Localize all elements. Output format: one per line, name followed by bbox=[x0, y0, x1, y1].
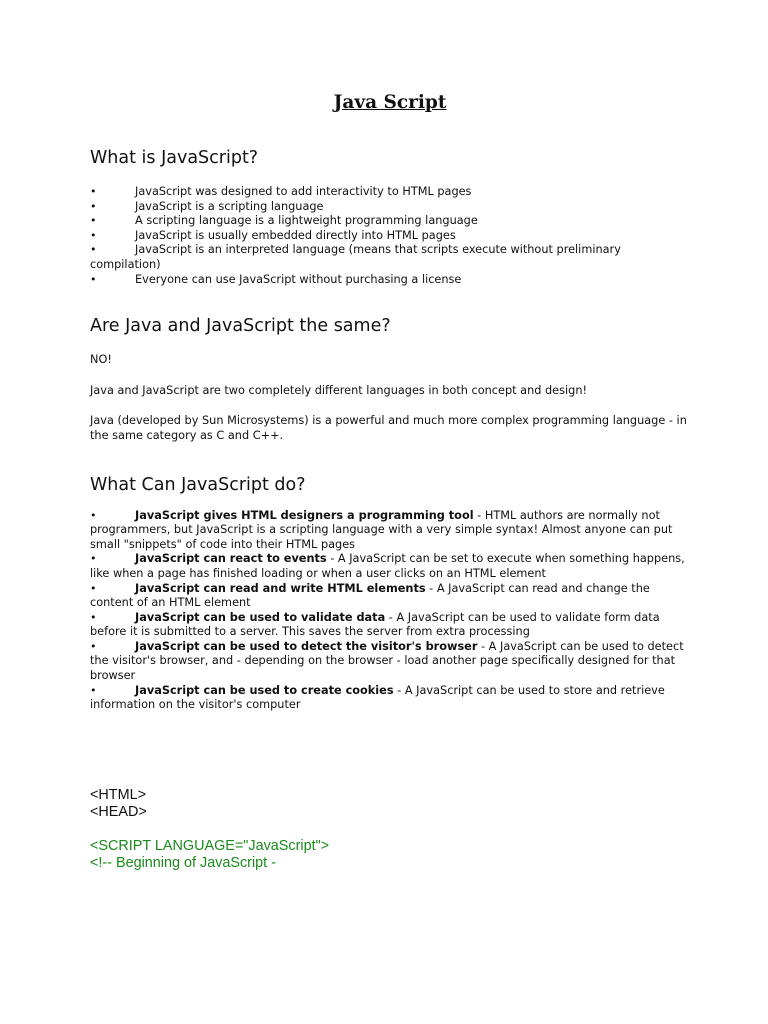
section-heading: What is JavaScript? bbox=[90, 148, 259, 168]
list-item-text: - A JavaScript can be used to store and retrieve information on the visitor's computer bbox=[90, 683, 665, 712]
bullet-icon: • bbox=[90, 228, 97, 242]
code-snippet bbox=[90, 787, 690, 872]
list-item bbox=[90, 273, 690, 288]
section-can-do bbox=[90, 474, 690, 713]
list-item-text: JavaScript is a scripting language bbox=[135, 199, 324, 213]
code-line-script-tag: <SCRIPT LANGUAGE="JavaScript"> bbox=[90, 837, 330, 854]
bullet-icon: • bbox=[90, 272, 97, 286]
answer-text: NO! bbox=[90, 353, 112, 367]
bullet-icon: • bbox=[90, 683, 97, 697]
list-item bbox=[90, 200, 690, 215]
code-line-comment: <!-- Beginning of JavaScript - bbox=[90, 854, 276, 871]
section-java-same bbox=[90, 315, 690, 443]
paragraph: Java and JavaScript are two completely different languages in both concept and design! bbox=[90, 383, 588, 397]
list-item-text: JavaScript is usually embedded directly into HTML pages bbox=[135, 228, 456, 242]
list-item-bold: JavaScript can read and write HTML elements bbox=[135, 581, 426, 595]
list-item bbox=[90, 582, 690, 611]
list-item bbox=[90, 552, 690, 581]
bullet-icon: • bbox=[90, 243, 97, 257]
section-what-is bbox=[90, 147, 690, 287]
list-item-text: - A JavaScript can read and change the content of an HTML element bbox=[90, 581, 650, 610]
document-title: Java Script bbox=[333, 92, 447, 113]
bullet-icon: • bbox=[90, 214, 97, 228]
paragraph: Java (developed by Sun Microsystems) is a powerful and much more complex programming language - in the same category as C and C++. bbox=[90, 414, 687, 442]
bullet-list bbox=[90, 185, 690, 287]
bullet-list bbox=[90, 509, 690, 713]
list-item bbox=[90, 243, 690, 272]
list-item bbox=[90, 509, 690, 553]
bullet-icon: • bbox=[90, 581, 97, 595]
bullet-icon: • bbox=[90, 639, 97, 653]
code-line: <HTML> bbox=[90, 786, 146, 803]
list-item-bold: JavaScript gives HTML designers a programming tool bbox=[135, 508, 474, 522]
bullet-icon: • bbox=[90, 199, 97, 213]
list-item-bold: JavaScript can react to events bbox=[135, 552, 327, 566]
section-heading: What Can JavaScript do? bbox=[90, 474, 306, 495]
list-item bbox=[90, 229, 690, 244]
bullet-icon: • bbox=[90, 610, 97, 624]
list-item bbox=[90, 214, 690, 229]
list-item-text: JavaScript was designed to add interactivity to HTML pages bbox=[135, 185, 472, 198]
list-item bbox=[90, 611, 690, 640]
list-item-text: Everyone can use JavaScript without purchasing a license bbox=[135, 272, 462, 286]
list-item-text: A scripting language is a lightweight programming language bbox=[135, 214, 478, 228]
bullet-icon: • bbox=[90, 552, 97, 566]
list-item bbox=[90, 684, 690, 713]
section-heading: Are Java and JavaScript the same? bbox=[90, 316, 391, 337]
list-item-bold: JavaScript can be used to create cookies bbox=[135, 683, 394, 697]
list-item-bold: JavaScript can be used to validate data bbox=[135, 610, 386, 624]
bullet-icon: • bbox=[90, 508, 97, 522]
list-item bbox=[90, 640, 690, 684]
list-item-text: - A JavaScript can be used to validate form data before it is submitted to a server. This saves the server from extra processing bbox=[90, 610, 660, 639]
code-line: <HEAD> bbox=[90, 803, 147, 820]
list-item-text: - HTML authors are normally not programmers, but JavaScript is a scripting language with a very simple syntax! Almost anyone can put small "snippets" of code into their HTML pages bbox=[90, 508, 673, 551]
list-item-bold: JavaScript can be used to detect the visitor's browser bbox=[135, 639, 478, 653]
list-item bbox=[90, 185, 690, 200]
list-item-text: - A JavaScript can be set to execute when something happens, like when a page has finished loading or when a user clicks on an HTML element bbox=[90, 552, 685, 580]
list-item-text: - A JavaScript can be used to detect the visitor's browser, and - depending on the browser - load another page specifically designed for that browser bbox=[90, 639, 684, 683]
code-spacer bbox=[90, 821, 690, 838]
list-item-text: JavaScript is an interpreted language (means that scripts execute without preliminary compilation) bbox=[90, 243, 621, 271]
bullet-icon: • bbox=[90, 185, 97, 198]
document-page bbox=[90, 90, 690, 872]
